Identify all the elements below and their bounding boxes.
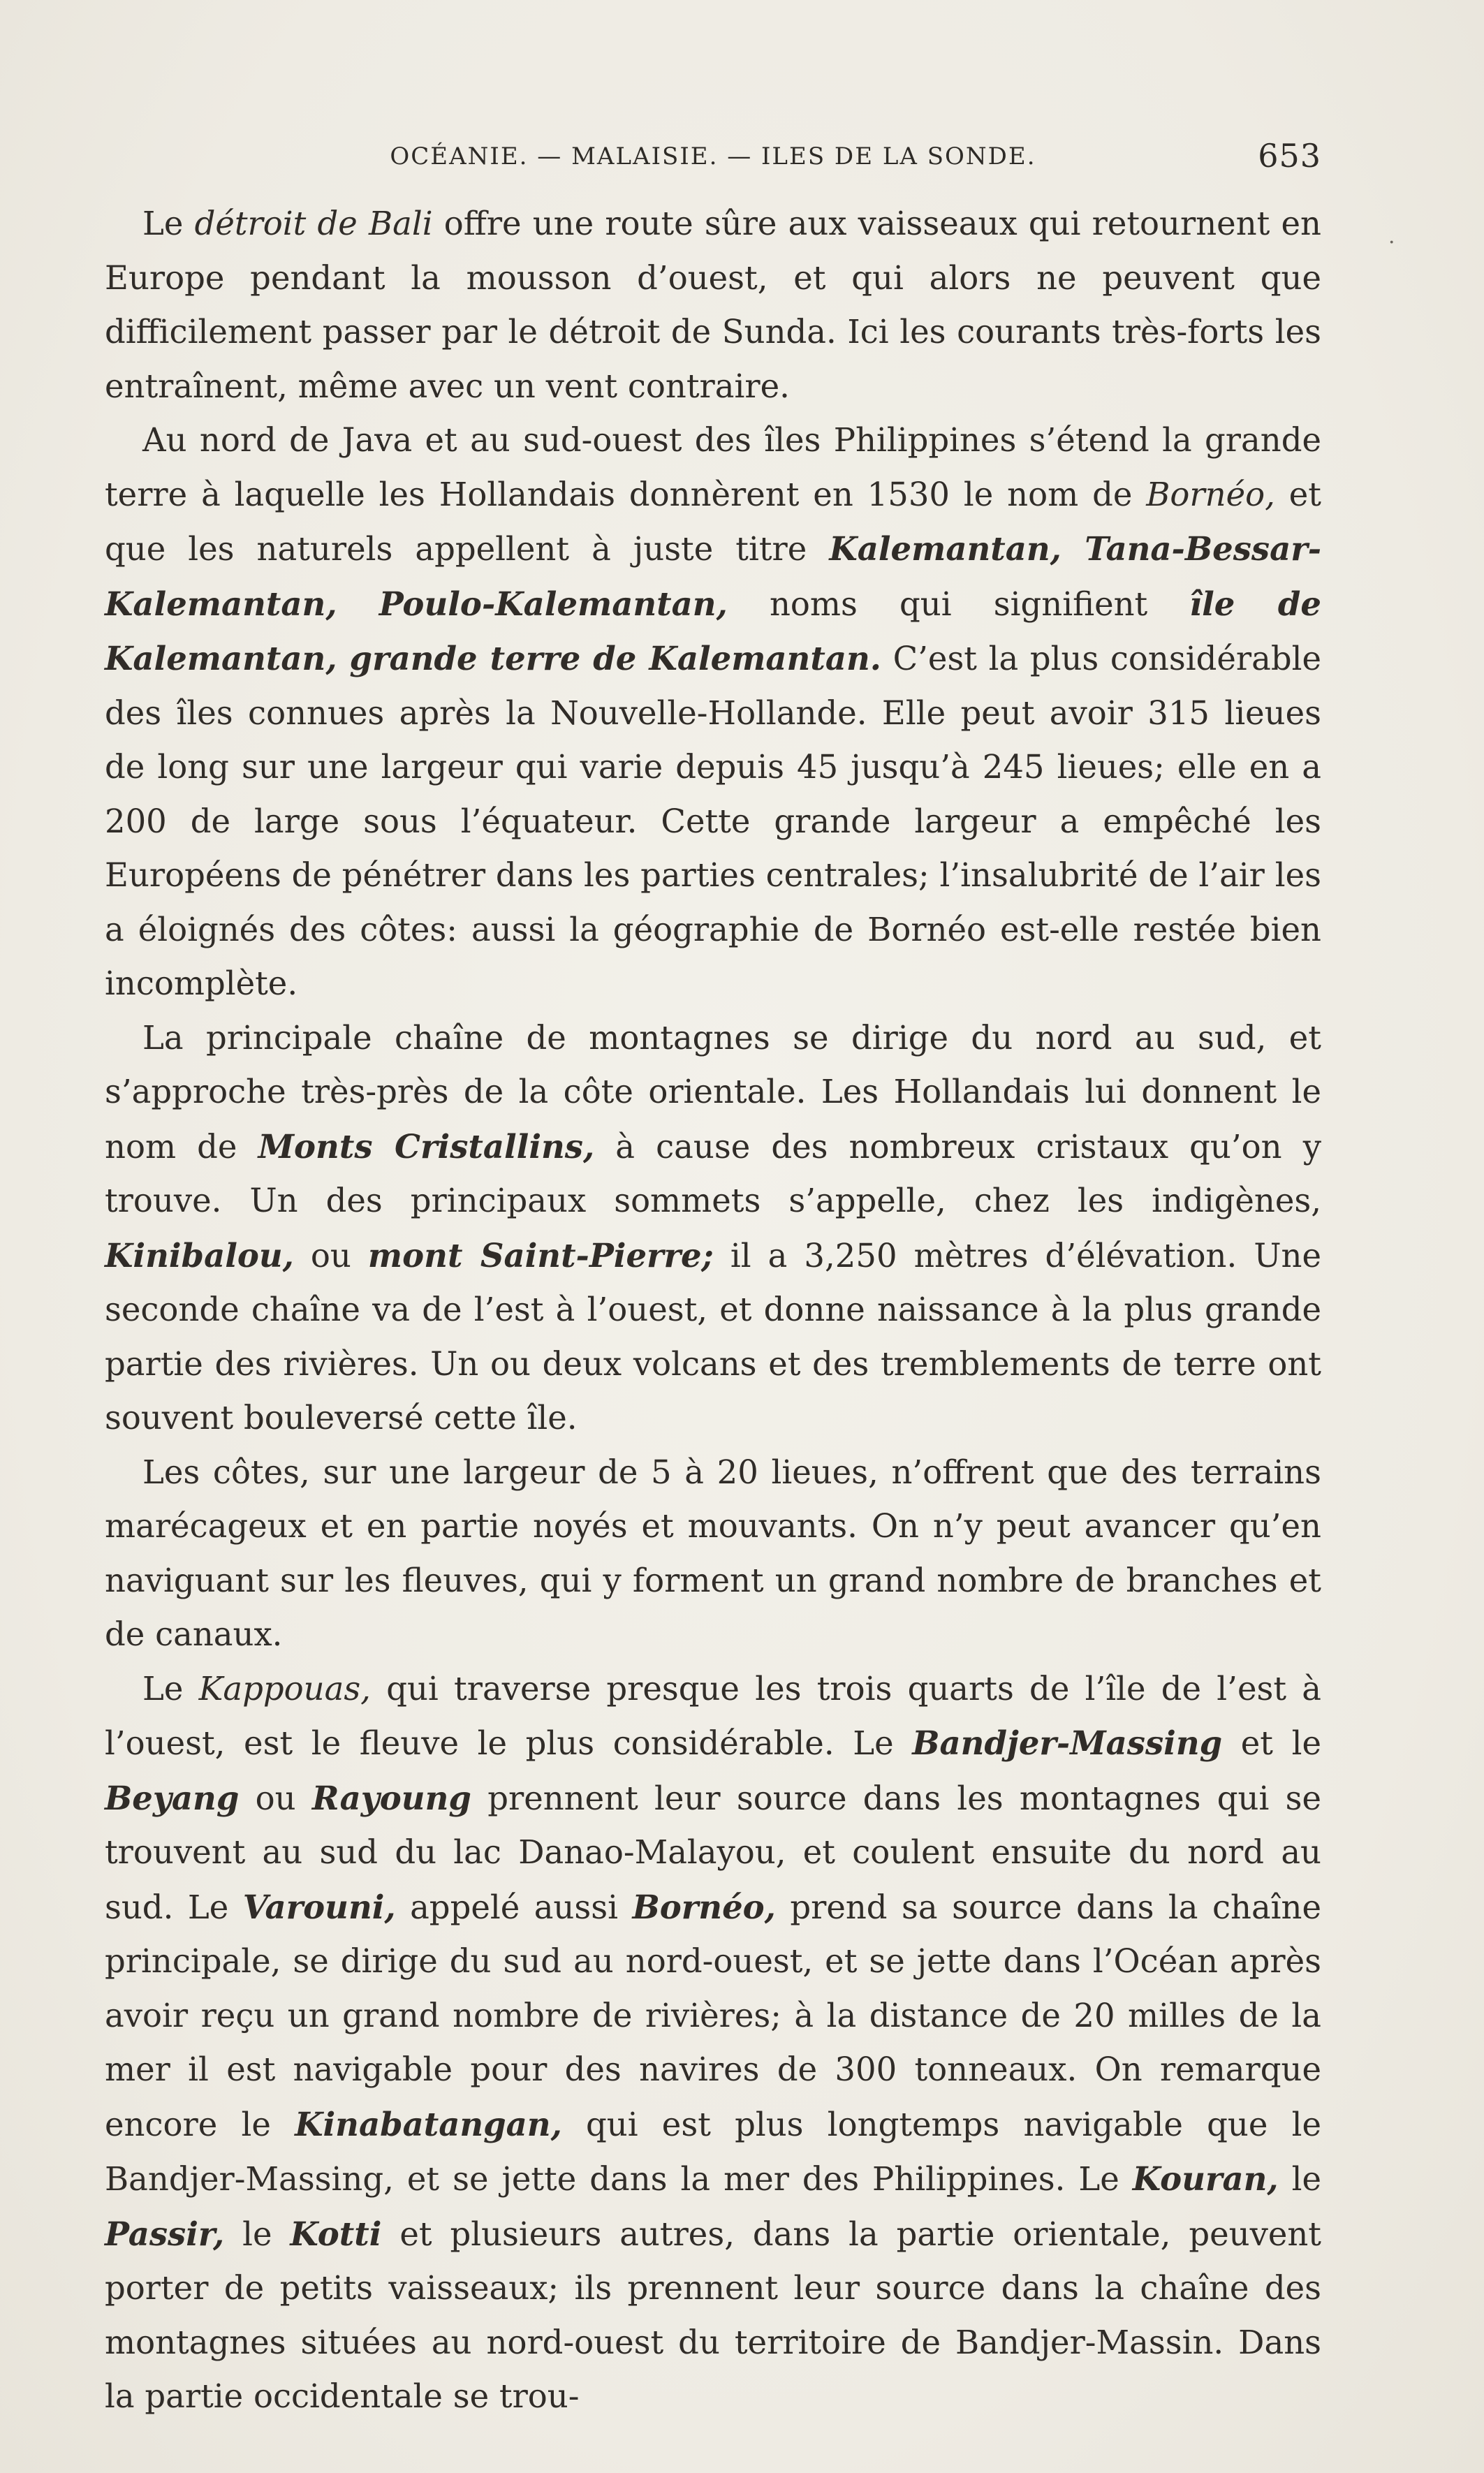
text-run: offre une route sûre aux vaisseaux qui retournent en Europe pendant la mousson d’ouest, et qui alors ne peuvent que difficilement passer par le détroit de Sunda. Ici les courants très-forts les entraînent, même avec un vent contraire. (105, 205, 1321, 405)
text-run (337, 585, 379, 623)
text-run: C’est la plus considérable des îles connues après la Nouvelle-Hollande. Elle peut avoir 315 lieues de long sur une largeur qui varie depuis 45 jusqu’à 245 lieues; elle en a 200 de large sous l’équateur. Cette grande largeur a empêché les Européens de pénétrer dans les parties centrales; l’insalubrité de l’air les a éloignés des côtes: aussi la géographie de Bornéo est-elle restée bien incomplète. (105, 640, 1321, 1002)
emphasized-term: Beyang (105, 1778, 240, 1817)
emphasized-term: détroit de Bali (194, 205, 433, 242)
text-run: qui est plus longtemps navigable que le Bandjer-Massing, et se jette dans la mer des Philippines. Le (105, 2105, 1321, 2198)
text-run: Les côtes, sur une largeur de 5 à 20 lieues, n’offrent que des terrains marécageux et en partie noyés et mouvants. On n’y peut avancer qu’en naviguant sur les fleuves, qui y forment un grand nombre de branches et de canaux. (105, 1453, 1321, 1653)
emphasized-term: Varouni, (242, 1887, 396, 1926)
paragraph (105, 1662, 1321, 2424)
text-run: il a 3,250 mètres d’élévation. Une seconde chaîne va de l’est à l’ouest, et donne naissance à la plus grande partie des rivières. Un ou deux volcans et des tremblements de terre ont souvent bouleversé cette île. (105, 1236, 1321, 1437)
emphasized-term: Kotti (290, 2214, 382, 2253)
emphasized-term: Kalemantan, Tana-Bessar-Kalemantan, (105, 529, 1321, 623)
emphasized-term: Kappouas, (198, 1669, 371, 1708)
text-run: à cause des nombreux cristaux qu’on y trouve. Un des principaux sommets s’appelle, chez les indigènes, (105, 1127, 1321, 1219)
emphasized-term: île de Kalemantan, grande terre de Kalemantan. (105, 584, 1322, 677)
text-run: prend sa source dans la chaîne principale, se dirige du sud au nord-ouest, et se jette dans l’Océan après avoir reçu un grand nombre de rivières; à la distance de 20 milles de la mer il est navigable pour des navires de 300 tonneaux. On remarque encore le (105, 1888, 1321, 2143)
page-header (105, 137, 1321, 179)
emphasized-term: Kinibalou, (105, 1235, 294, 1275)
text-run: Au nord de Java et au sud-ouest des îles Philippines s’étend la grande terre à laquelle les Hollandais donnèrent en 1530 le nom de (105, 421, 1321, 513)
emphasized-term: Bornéo, (632, 1887, 776, 1926)
emphasized-term: Bornéo, (1146, 475, 1275, 513)
text-run: le (1278, 2160, 1321, 2198)
text-run: La principale chaîne de montagnes se dirige du nord au sud, et s’approche très-près de la côte orientale. Les Hollandais lui donnent le nom de (105, 1018, 1321, 1166)
text-run: Le (142, 205, 195, 242)
emphasized-term: mont Saint-Pierre; (367, 1235, 714, 1275)
text-run: et le (1222, 1724, 1321, 1762)
paragraph (105, 1446, 1321, 1662)
text-run: ou (239, 1779, 312, 1817)
margin-speck-mark: · (1388, 230, 1395, 255)
emphasized-term: Bandjer-Massing (912, 1724, 1223, 1762)
text-run: ou (293, 1236, 368, 1275)
text-run: Le (142, 1669, 199, 1708)
emphasized-term: Poulo-Kalemantan, (379, 584, 728, 623)
text-run: qui traverse presque les trois quarts de l’île de l’est à l’ouest, est le fleuve le plus considérable. Le (105, 1669, 1321, 1762)
running-head: OCÉANIE. — MALAISIE. — ILES DE LA SONDE. (390, 142, 1036, 170)
text-run: appelé aussi (395, 1888, 633, 1926)
emphasized-term: Passir, (105, 2214, 225, 2253)
text-run: noms qui signifient (727, 585, 1190, 623)
text-run: et plusieurs autres, dans la partie orientale, peuvent porter de petits vaisseaux; ils prennent leur source dans la chaîne des montagnes situées au nord-ouest du territoire de Bandjer-Massin. Dans la partie occidentale se trou- (105, 2215, 1321, 2415)
text-run: et que les naturels appellent à juste titre (105, 475, 1321, 568)
emphasized-term: Kouran, (1132, 2159, 1279, 2198)
text-run: le (224, 2215, 291, 2253)
paragraph (105, 413, 1321, 1011)
emphasized-term: Rayoung (311, 1778, 471, 1817)
emphasized-term: Kinabatangan, (295, 2104, 562, 2143)
page-number: 653 (1258, 137, 1321, 175)
body-text (105, 197, 1321, 2424)
emphasized-term: Monts Cristallins, (258, 1127, 595, 1166)
text-run: prennent leur source dans les montagnes qui se trouvent au sud du lac Danao-Malayou, et coulent ensuite du nord au sud. Le (105, 1779, 1321, 1926)
paragraph (105, 197, 1321, 413)
paragraph (105, 1011, 1321, 1446)
